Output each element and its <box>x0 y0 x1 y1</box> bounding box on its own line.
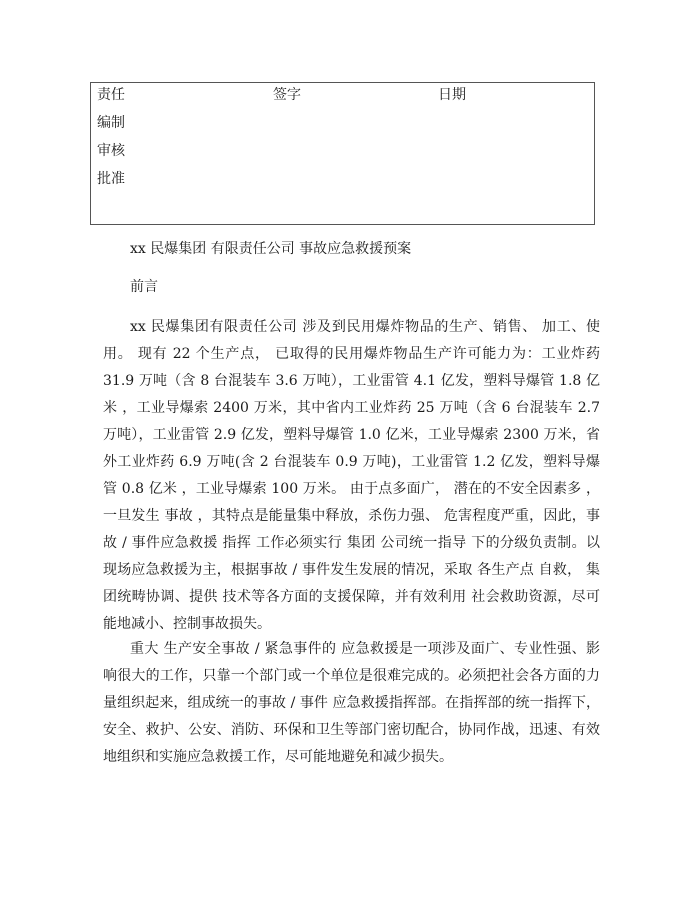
document-title: xx 民爆集团 有限责任公司 事故应急救援预案 <box>130 241 412 257</box>
responsibility-header: 责任 <box>97 87 125 103</box>
signoff-table <box>90 82 595 225</box>
signoff-row-prepared: 编制 <box>97 115 125 131</box>
signoff-row-approved: 批准 <box>97 171 125 187</box>
date-header: 日期 <box>438 87 466 103</box>
paragraph-overview: xx 民爆集团有限责任公司 涉及到民用爆炸物品的生产、销售、 加工、使用。 现有 22 个生产点， 已取得的民用爆炸物品生产许可能力为：工业炸药 31.9 万吨（含 8 台混装车 3.6 万吨），工业雷管 4.1 亿发，塑料导爆管 1.8 亿米 ，工业导爆索 2400 万米，其中省内工业炸药 25 万吨（含 6 台混装车 2.7 万吨），工业雷管 2.9 亿发，塑料导爆管 1.0 亿米，工业导爆索 2300 万米，省外工业炸药 6.9 万吨(含 2 台混装车 0.9 万吨)，工业雷管 1.2 亿发，塑料导爆管 0.8 亿米 ，工业导爆索 100 万米。 由于点多面广， 潜在的不安全因素多 ， 一旦发生 事故 ，其特点是能量集中释放，杀伤力强、 危害程度严重，因此，事故 / 事件应急救援 指挥 工作必须实行 集团 公司统一指导 下的分级负责制。以现场应急救援为主，根据事故 / 事件发生发展的情况，采取 各生产点 自救， 集团统畴协调、提供 技术等各方面的支援保障，并有效利用 社会救助资源，尽可能地减小、控制事故损失。 <box>103 319 600 632</box>
signoff-header-row <box>97 86 577 104</box>
signoff-row-reviewed: 审核 <box>97 143 125 159</box>
preface-heading: 前言 <box>130 279 158 295</box>
signature-header: 签字 <box>273 87 301 103</box>
paragraph-rescue-coordination: 重大 生产安全事故 / 紧急事件的 应急救援是一项涉及面广、专业性强、影响很大的工作，只靠一个部门或一个单位是很难完成的。必须把社会各方面的力量组织起来，组成统一的事故 / 事件 应急救援指挥部。在指挥部的统一指挥下，安全、救护、公安、消防、环保和卫生等部门密切配合，协同作战，迅速、有效地组织和实施应急救援工作，尽可能地避免和减少损失。 <box>103 641 600 765</box>
